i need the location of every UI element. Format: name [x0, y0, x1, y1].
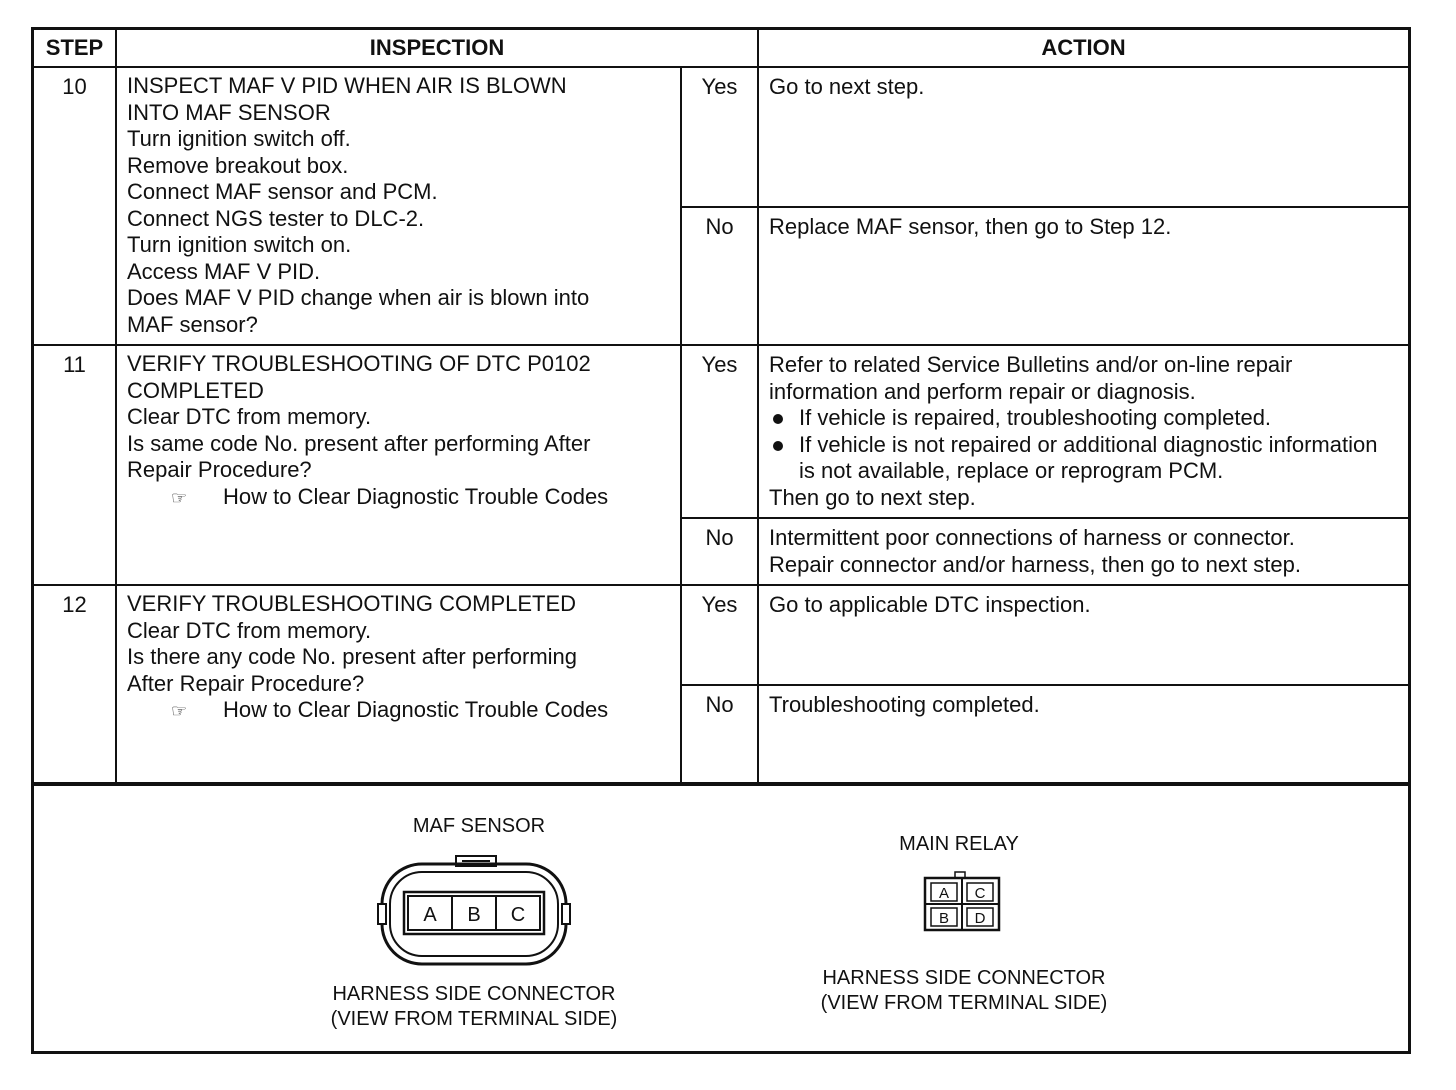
inspection-cell [116, 345, 681, 585]
inspection-line: Connect NGS tester to DLC-2. [127, 205, 425, 231]
caption-line: HARNESS SIDE CONNECTOR [332, 983, 616, 1005]
relay-pin-b: B [938, 910, 950, 927]
maf-pin-a: A [423, 904, 437, 926]
inspection-heading: VERIFY TROUBLESHOOTING OF DTC P0102 [127, 351, 591, 376]
table-row [34, 585, 1408, 685]
relay-pin-d: D [974, 910, 986, 927]
no-action [758, 518, 1408, 585]
relay-caption [794, 966, 1134, 1016]
pointing-hand-icon: ☞ [171, 701, 188, 721]
caption-line: HARNESS SIDE CONNECTOR [822, 967, 1106, 989]
relay-pin-a: A [938, 885, 950, 902]
header-action: ACTION [758, 30, 1408, 67]
no-action: Troubleshooting completed. [758, 685, 1408, 785]
inspection-line: Is there any code No. present after performing [127, 644, 578, 669]
header-inspection: INSPECTION [116, 30, 758, 67]
inspection-heading: VERIFY TROUBLESHOOTING COMPLETED [127, 591, 577, 616]
no-action: Replace MAF sensor, then go to Step 12. [758, 207, 1408, 345]
connector-diagrams [34, 782, 1408, 1053]
inspection-line: Clear DTC from memory. [127, 404, 372, 429]
no-label: No [681, 685, 758, 785]
action-line: Refer to related Service Bulletins and/or on-line repair [769, 352, 1293, 377]
inspection-line: MAF sensor? [127, 311, 258, 337]
action-line: Repair connector and/or harness, then go to next step. [769, 551, 1301, 577]
yes-action: Go to applicable DTC inspection. [758, 585, 1408, 685]
inspection-heading: COMPLETED [127, 377, 264, 403]
inspection-line: Remove breakout box. [127, 152, 349, 178]
yes-label: Yes [681, 67, 758, 207]
procedure-frame [31, 27, 1411, 1054]
inspection-cell [116, 67, 681, 345]
maf-pin-b: B [467, 904, 481, 926]
reference-link[interactable] [127, 697, 670, 725]
yes-action [758, 345, 1408, 518]
action-line: Then go to next step. [769, 484, 976, 510]
table-header-row [34, 30, 1408, 67]
inspection-line: Repair Procedure? [127, 457, 312, 482]
inspection-line: Turn ignition switch on. [127, 232, 352, 257]
pointing-hand-icon: ☞ [171, 487, 188, 508]
main-relay-title: MAIN RELAY [899, 833, 1019, 855]
caption-line: (VIEW FROM TERMINAL SIDE) [330, 1008, 618, 1030]
inspection-line: Access MAF V PID. [127, 258, 321, 284]
inspection-line: Turn ignition switch off. [127, 126, 351, 151]
step-number: 12 [34, 585, 116, 785]
step-number: 10 [34, 67, 116, 345]
yes-label: Yes [681, 585, 758, 685]
inspection-line: After Repair Procedure? [127, 670, 365, 696]
relay-connector-diagram [922, 870, 1002, 932]
yes-label: Yes [681, 345, 758, 518]
table-row [34, 345, 1408, 518]
inspection-cell [116, 585, 681, 785]
inspection-line: Does MAF V PID change when air is blown into [127, 285, 590, 310]
maf-pin-c: C [510, 904, 526, 926]
action-bullets [769, 405, 1398, 485]
caption-line: (VIEW FROM TERMINAL SIDE) [820, 992, 1108, 1014]
no-label: No [681, 207, 758, 345]
reference-text: How to Clear Diagnostic Trouble Codes [223, 697, 609, 722]
table-row [34, 67, 1408, 207]
action-line: Intermittent poor connections of harness or connector. [769, 525, 1295, 550]
relay-pin-c: C [974, 885, 986, 902]
maf-caption [304, 982, 644, 1032]
action-line: information and perform repair or diagnosis. [769, 378, 1196, 404]
yes-action: Go to next step. [758, 67, 1408, 207]
header-step: STEP [34, 30, 116, 67]
reference-text: How to Clear Diagnostic Trouble Codes [223, 483, 609, 509]
inspection-line: Clear DTC from memory. [127, 617, 372, 643]
no-label: No [681, 518, 758, 585]
troubleshooting-table [34, 30, 1408, 786]
maf-sensor-title: MAF SENSOR [412, 815, 546, 837]
inspection-line: Connect MAF sensor and PCM. [127, 179, 438, 204]
bullet-item: If vehicle is not repaired or additional diagnostic information is not available, replace or reprogram PCM. [769, 432, 1398, 485]
inspection-line: Is same code No. present after performing After [127, 430, 591, 456]
reference-link[interactable] [127, 484, 670, 512]
step-number: 11 [34, 345, 116, 585]
inspection-heading: INSPECT MAF V PID WHEN AIR IS BLOWN [127, 73, 567, 98]
bullet-item: If vehicle is repaired, troubleshooting completed. [769, 405, 1398, 432]
maf-connector-diagram [374, 852, 574, 968]
inspection-heading: INTO MAF SENSOR [127, 99, 331, 125]
